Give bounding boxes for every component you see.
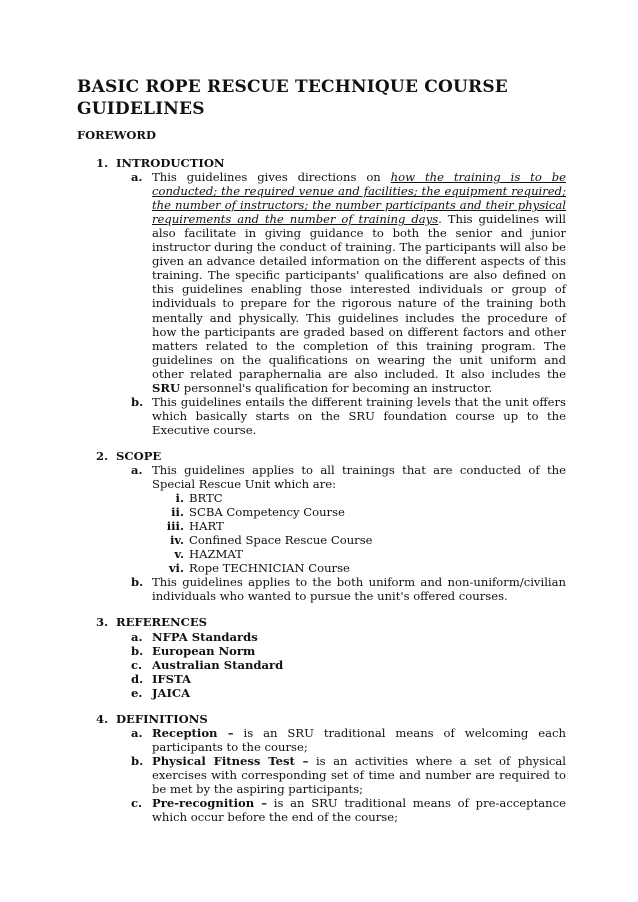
- section-heading: [96, 712, 566, 726]
- section-definitions: [96, 712, 566, 824]
- roman-item: [152, 547, 566, 561]
- section-title: REFERENCES: [116, 615, 208, 630]
- reference-item: [131, 644, 566, 658]
- item-label: a.: [131, 725, 143, 740]
- section-introduction: [96, 156, 566, 437]
- item-label: b.: [131, 753, 144, 768]
- document-title: BASIC ROPE RESCUE TECHNIQUE COURSE GUIDELINES: [77, 77, 508, 119]
- definition-text: [152, 726, 566, 754]
- roman-text: Confined Space Rescue Course: [189, 533, 373, 548]
- item-text: [152, 170, 566, 395]
- roman-item: [152, 505, 566, 519]
- section-heading: [96, 449, 566, 463]
- definition-item: [131, 754, 566, 796]
- foreword-heading: FOREWORD: [77, 128, 156, 142]
- item-text: This guidelines applies to all trainings that are conducted of the Special Rescue Unit which are:: [152, 462, 566, 492]
- roman-text: BRTC: [189, 491, 223, 506]
- reference-item: [131, 658, 566, 672]
- reference-item: [131, 630, 566, 644]
- reference-item: [131, 672, 566, 686]
- roman-text: HART: [189, 519, 224, 534]
- roman-text: SCBA Competency Course: [189, 505, 345, 520]
- section-number: 3.: [96, 615, 109, 630]
- reference-text: Australian Standard: [152, 657, 284, 672]
- definition-item: [131, 796, 566, 824]
- list-item: [131, 170, 566, 395]
- roman-label: ii.: [171, 505, 184, 520]
- roman-label: vi.: [168, 561, 184, 576]
- roman-text: Rope TECHNICIAN Course: [189, 561, 350, 576]
- roman-label: i.: [175, 491, 184, 506]
- definition-item: [131, 726, 566, 754]
- text-run: . This guidelines will also facilitate in giving guidance to both the senior and junior instructor during the conduct of training. The participants will also be given an advance detailed information on the different aspects of this training. The specific participants' qualifications are also defined on this guidelines enabling those interested individuals or group of individuals to prepare for the rigorous nature of the training both mentally and physically. This guidelines includes the procedure of how the participants are graded based on different factors and other matters related to the completion of this training program. The guidelines on the qualifications on wearing the unit uniform and other related paraphernalia are also included. It also includes the: [152, 212, 566, 381]
- roman-item: [152, 533, 566, 547]
- reference-text: NFPA Standards: [152, 629, 258, 644]
- reference-item: [131, 686, 566, 700]
- section-title: INTRODUCTION: [116, 156, 225, 170]
- roman-text: HAZMAT: [189, 547, 243, 562]
- item-label: e.: [131, 685, 143, 700]
- section-scope: [96, 449, 566, 604]
- definition-term: Pre-recognition –: [152, 796, 268, 811]
- definition-text: [152, 796, 566, 824]
- reference-text: JAICA: [152, 685, 191, 700]
- roman-label: iv.: [169, 533, 184, 548]
- bold-text: SRU: [152, 380, 181, 395]
- definition-body: is an SRU traditional means of welcoming each participants to the course;: [152, 725, 567, 754]
- section-number: 4.: [96, 711, 109, 726]
- list-item: [131, 395, 566, 437]
- definition-text: [152, 754, 566, 796]
- item-label: a.: [131, 629, 143, 644]
- section-heading: [96, 615, 566, 629]
- text-run: personnel's qualification for becoming an instructor.: [180, 380, 493, 395]
- text-run: This guidelines gives directions on: [152, 170, 391, 185]
- section-title: DEFINITIONS: [116, 711, 208, 726]
- document-body: [96, 156, 566, 836]
- item-label: c.: [131, 657, 143, 672]
- definition-body: is an SRU traditional means of pre-acceptance which occur before the end of the course;: [152, 796, 566, 825]
- section-number: 1.: [96, 156, 109, 170]
- item-label: b.: [131, 575, 144, 590]
- item-label: c.: [131, 796, 143, 811]
- roman-label: v.: [174, 547, 184, 562]
- definition-term: Physical Fitness Test –: [152, 753, 309, 768]
- roman-item: [152, 519, 566, 533]
- definition-term: Reception –: [152, 725, 234, 740]
- item-label: a.: [131, 170, 143, 185]
- item-label: d.: [131, 671, 144, 686]
- list-item: [131, 463, 566, 491]
- item-label: b.: [131, 394, 144, 409]
- item-text: This guidelines applies to the both uniform and non-uniform/civilian individuals who wanted to pursue the unit's offered courses.: [152, 575, 566, 604]
- reference-text: IFSTA: [152, 671, 192, 686]
- underlined-text: how the training is to be conducted; the required venue and facilities; the equipment required; the number of instructors; the number participants and their physical requirements and the number of training days: [152, 170, 566, 227]
- section-references: [96, 615, 566, 699]
- section-number: 2.: [96, 448, 109, 463]
- definition-body: is an activities where a set of physical exercises with corresponding set of time and number are required to be met by the aspiring participants;: [152, 753, 566, 796]
- roman-item: [152, 491, 566, 505]
- roman-item: [152, 561, 566, 575]
- list-item: [131, 575, 566, 603]
- item-label: b.: [131, 643, 144, 658]
- item-label: a.: [131, 462, 143, 477]
- roman-label: iii.: [166, 519, 184, 534]
- section-heading: [96, 156, 566, 170]
- reference-text: European Norm: [152, 643, 256, 658]
- section-title: SCOPE: [116, 448, 162, 463]
- item-text: This guidelines entails the different training levels that the unit offers which basically starts on the SRU foundation course up to the Executive course.: [152, 394, 566, 437]
